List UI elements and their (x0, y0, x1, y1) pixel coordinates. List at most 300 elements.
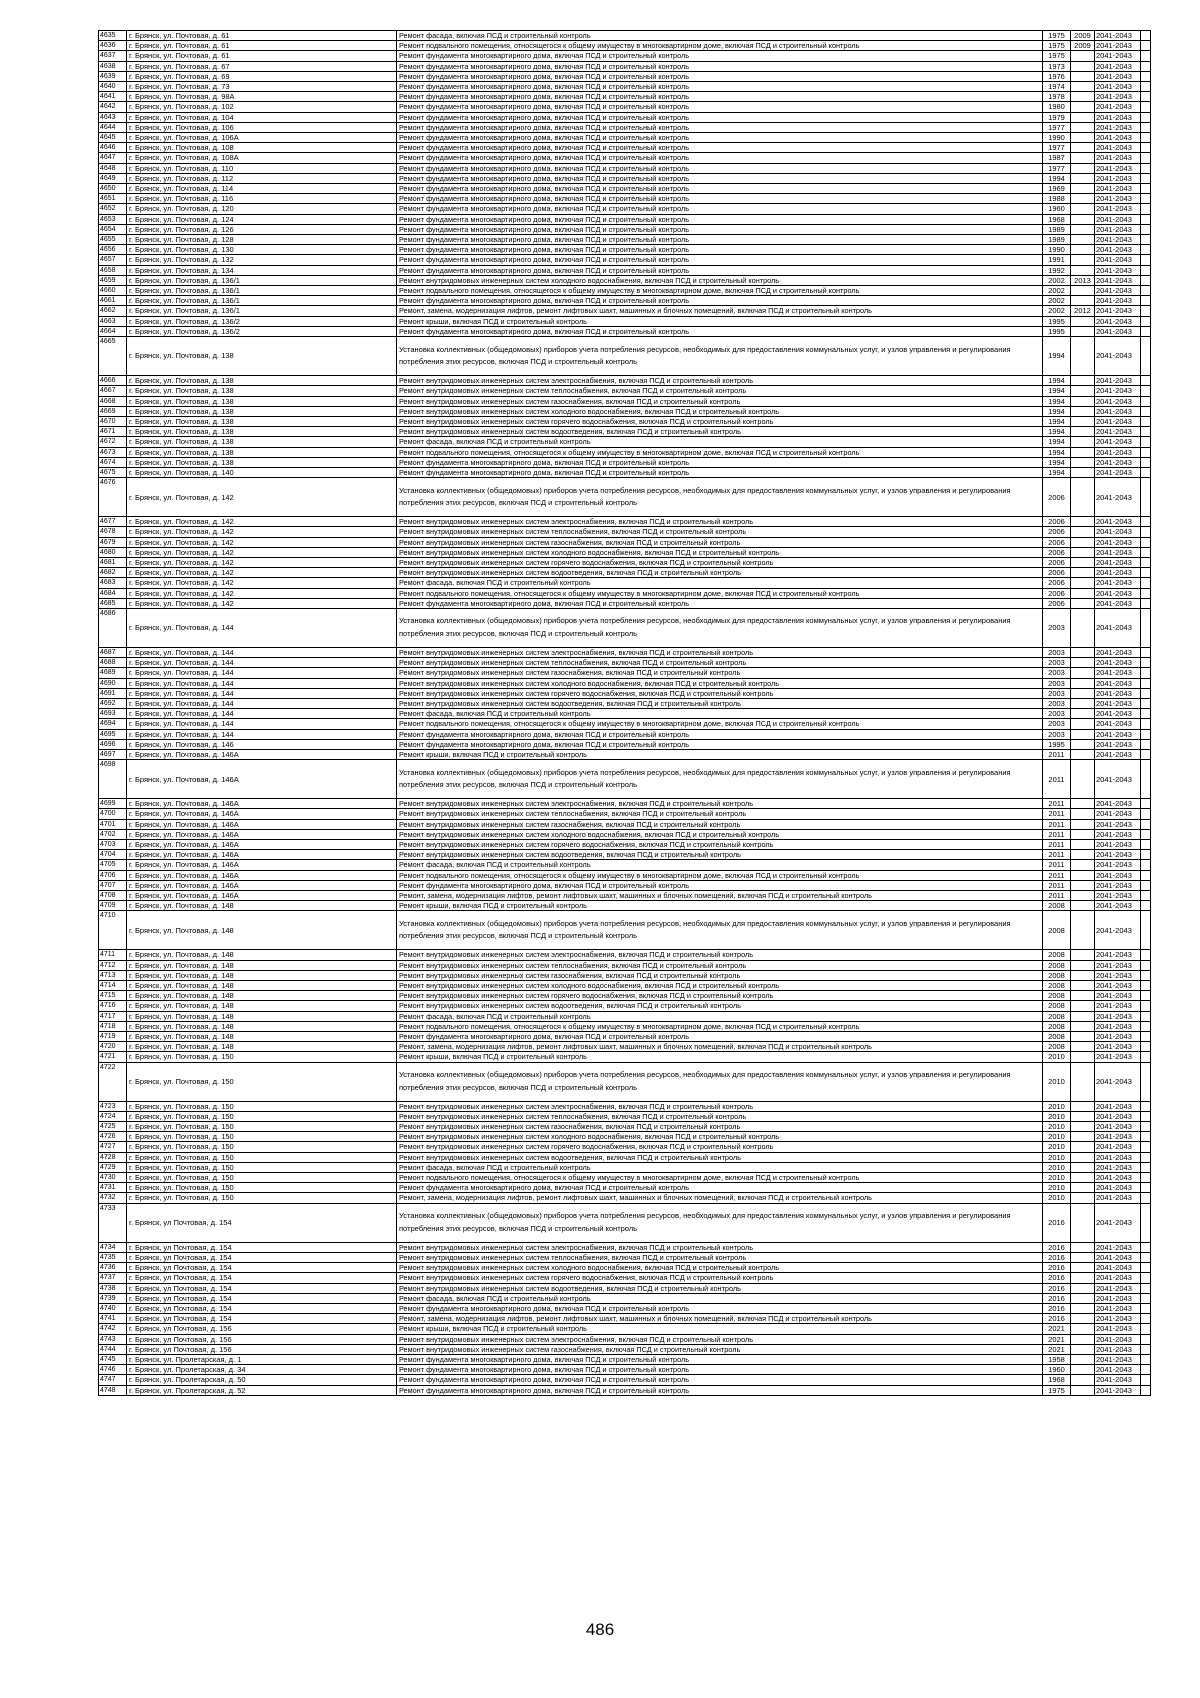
row-work-type: Ремонт фундамента многоквартирного дома, включая ПСД и строительный контроль (397, 82, 1043, 92)
row-extra-cell (1141, 61, 1151, 71)
row-planned-period: 2041-2043 (1095, 911, 1141, 950)
row-planned-period: 2041-2043 (1095, 1183, 1141, 1193)
row-last-repair-year (1071, 799, 1095, 809)
row-last-repair-year (1071, 1142, 1095, 1152)
row-extra-cell (1141, 1263, 1151, 1273)
row-work-type: Ремонт внутридомовых инженерных систем холодного водоснабжения, включая ПСД и строительный контроль (397, 678, 1043, 688)
row-last-repair-year (1071, 457, 1095, 467)
row-work-type: Ремонт крыши, включая ПСД и строительный контроль (397, 749, 1043, 759)
row-extra-cell (1141, 1354, 1151, 1364)
row-number: 4703 (99, 840, 127, 850)
row-work-type: Ремонт, замена, модернизация лифтов, ремонт лифтовых шахт, машинных и блочных помещений, включая ПСД и строительный контроль (397, 891, 1043, 901)
row-work-type: Ремонт фундамента многоквартирного дома, включая ПСД и строительный контроль (397, 255, 1043, 265)
row-extra-cell (1141, 557, 1151, 567)
row-address: г. Брянск, ул Почтовая, д. 154 (127, 1314, 397, 1324)
row-planned-period: 2041-2043 (1095, 739, 1141, 749)
row-last-repair-year (1071, 133, 1095, 143)
row-address: г. Брянск, ул Почтовая, д. 156 (127, 1344, 397, 1354)
row-number: 4684 (99, 588, 127, 598)
row-build-year: 1976 (1043, 71, 1071, 81)
row-address: г. Брянск, ул. Почтовая, д. 126 (127, 224, 397, 234)
row-number: 4658 (99, 265, 127, 275)
row-build-year: 2011 (1043, 829, 1071, 839)
row-planned-period: 2041-2043 (1095, 41, 1141, 51)
row-number: 4736 (99, 1263, 127, 1273)
row-last-repair-year: 2013 (1071, 275, 1095, 285)
row-planned-period: 2041-2043 (1095, 557, 1141, 567)
row-work-type: Ремонт внутридомовых инженерных систем газоснабжения, включая ПСД и строительный контроль (397, 396, 1043, 406)
row-extra-cell (1141, 133, 1151, 143)
row-address: г. Брянск, ул. Почтовая, д. 136/1 (127, 275, 397, 285)
row-build-year: 1994 (1043, 447, 1071, 457)
row-number: 4720 (99, 1042, 127, 1052)
row-work-type: Ремонт внутридомовых инженерных систем газоснабжения, включая ПСД и строительный контроль (397, 970, 1043, 980)
row-build-year: 2016 (1043, 1242, 1071, 1252)
row-last-repair-year (1071, 224, 1095, 234)
row-planned-period: 2041-2043 (1095, 194, 1141, 204)
table-row (99, 427, 1151, 437)
row-build-year: 2003 (1043, 698, 1071, 708)
row-last-repair-year (1071, 92, 1095, 102)
table-row (99, 527, 1151, 537)
row-last-repair-year (1071, 729, 1095, 739)
row-build-year: 2008 (1043, 911, 1071, 950)
row-last-repair-year (1071, 1344, 1095, 1354)
row-last-repair-year (1071, 950, 1095, 960)
row-last-repair-year (1071, 286, 1095, 296)
row-address: г. Брянск, ул. Почтовая, д. 130 (127, 245, 397, 255)
row-address: г. Брянск, ул. Почтовая, д. 136/1 (127, 296, 397, 306)
row-number: 4719 (99, 1032, 127, 1042)
row-extra-cell (1141, 1344, 1151, 1354)
row-extra-cell (1141, 316, 1151, 326)
row-planned-period: 2041-2043 (1095, 112, 1141, 122)
row-planned-period: 2041-2043 (1095, 729, 1141, 739)
row-build-year: 2010 (1043, 1193, 1071, 1203)
table-row (99, 688, 1151, 698)
row-number: 4655 (99, 235, 127, 245)
row-last-repair-year (1071, 194, 1095, 204)
row-last-repair-year (1071, 1324, 1095, 1334)
row-number: 4676 (99, 478, 127, 517)
row-number: 4733 (99, 1203, 127, 1242)
row-address: г. Брянск, ул. Почтовая, д. 146А (127, 809, 397, 819)
row-last-repair-year (1071, 143, 1095, 153)
row-extra-cell (1141, 416, 1151, 426)
table-row (99, 608, 1151, 647)
row-planned-period: 2041-2043 (1095, 1122, 1141, 1132)
row-last-repair-year (1071, 901, 1095, 911)
row-planned-period: 2041-2043 (1095, 749, 1141, 759)
row-build-year: 1994 (1043, 337, 1071, 376)
row-last-repair-year (1071, 870, 1095, 880)
row-work-type: Ремонт крыши, включая ПСД и строительный контроль (397, 316, 1043, 326)
row-extra-cell (1141, 809, 1151, 819)
row-planned-period: 2041-2043 (1095, 447, 1141, 457)
row-build-year: 1994 (1043, 173, 1071, 183)
row-number: 4653 (99, 214, 127, 224)
row-extra-cell (1141, 1173, 1151, 1183)
row-number: 4667 (99, 386, 127, 396)
row-build-year: 2016 (1043, 1273, 1071, 1283)
row-address: г. Брянск, ул. Почтовая, д. 144 (127, 698, 397, 708)
row-build-year: 1960 (1043, 1365, 1071, 1375)
row-extra-cell (1141, 960, 1151, 970)
table-row (99, 970, 1151, 980)
row-number: 4696 (99, 739, 127, 749)
row-build-year: 2002 (1043, 296, 1071, 306)
table-row (99, 678, 1151, 688)
row-address: г. Брянск, ул Почтовая, д. 156 (127, 1324, 397, 1334)
table-row (99, 760, 1151, 799)
row-build-year: 1995 (1043, 316, 1071, 326)
row-number: 4711 (99, 950, 127, 960)
row-address: г. Брянск, ул. Почтовая, д. 98А (127, 92, 397, 102)
row-planned-period: 2041-2043 (1095, 122, 1141, 132)
table-row (99, 709, 1151, 719)
row-address: г. Брянск, ул Почтовая, д. 154 (127, 1293, 397, 1303)
row-extra-cell (1141, 163, 1151, 173)
row-last-repair-year (1071, 568, 1095, 578)
row-extra-cell (1141, 1293, 1151, 1303)
row-extra-cell (1141, 1101, 1151, 1111)
row-last-repair-year (1071, 1365, 1095, 1375)
row-last-repair-year (1071, 102, 1095, 112)
row-work-type: Ремонт фундамента многоквартирного дома, включая ПСД и строительный контроль (397, 296, 1043, 306)
row-planned-period: 2041-2043 (1095, 1242, 1141, 1252)
row-work-type: Ремонт фундамента многоквартирного дома, включая ПСД и строительный контроль (397, 153, 1043, 163)
row-build-year: 2003 (1043, 709, 1071, 719)
row-work-type: Ремонт фундамента многоквартирного дома, включая ПСД и строительный контроль (397, 51, 1043, 61)
row-build-year: 1994 (1043, 427, 1071, 437)
row-extra-cell (1141, 1011, 1151, 1021)
table-row (99, 396, 1151, 406)
row-work-type: Ремонт внутридомовых инженерных систем электроснабжения, включая ПСД и строительный контроль (397, 1242, 1043, 1252)
row-last-repair-year (1071, 527, 1095, 537)
row-work-type: Ремонт внутридомовых инженерных систем горячего водоснабжения, включая ПСД и строительный контроль (397, 416, 1043, 426)
table-row (99, 1183, 1151, 1193)
row-build-year: 2003 (1043, 719, 1071, 729)
row-number: 4677 (99, 517, 127, 527)
row-extra-cell (1141, 1021, 1151, 1031)
row-planned-period: 2041-2043 (1095, 688, 1141, 698)
row-planned-period: 2041-2043 (1095, 678, 1141, 688)
row-planned-period: 2041-2043 (1095, 437, 1141, 447)
row-last-repair-year (1071, 245, 1095, 255)
table-row (99, 1293, 1151, 1303)
table-row (99, 133, 1151, 143)
row-address: г. Брянск, ул. Почтовая, д. 138 (127, 396, 397, 406)
row-number: 4639 (99, 71, 127, 81)
row-extra-cell (1141, 891, 1151, 901)
table-row (99, 235, 1151, 245)
row-planned-period: 2041-2043 (1095, 647, 1141, 657)
row-planned-period: 2041-2043 (1095, 668, 1141, 678)
row-number: 4649 (99, 173, 127, 183)
row-planned-period: 2041-2043 (1095, 537, 1141, 547)
row-work-type: Установка коллективных (общедомовых) приборов учета потребления ресурсов, необходимых для предоставления коммунальных услуг, и узлов управления и регулирования потребления этих ресурсов, включая ПСД и строительный контроль (397, 608, 1043, 647)
table-row (99, 1142, 1151, 1152)
table-row (99, 880, 1151, 890)
row-last-repair-year (1071, 658, 1095, 668)
row-address: г. Брянск, ул. Почтовая, д. 146А (127, 749, 397, 759)
table-row (99, 517, 1151, 527)
row-address: г. Брянск, ул. Почтовая, д. 150 (127, 1162, 397, 1172)
row-extra-cell (1141, 880, 1151, 890)
table-row (99, 647, 1151, 657)
row-build-year: 1980 (1043, 102, 1071, 112)
row-extra-cell (1141, 901, 1151, 911)
row-work-type: Ремонт внутридомовых инженерных систем горячего водоснабжения, включая ПСД и строительный контроль (397, 1142, 1043, 1152)
row-number: 4660 (99, 286, 127, 296)
row-address: г. Брянск, ул. Почтовая, д. 144 (127, 678, 397, 688)
row-extra-cell (1141, 608, 1151, 647)
row-last-repair-year (1071, 880, 1095, 890)
row-address: г. Брянск, ул. Почтовая, д. 138 (127, 447, 397, 457)
row-extra-cell (1141, 1242, 1151, 1252)
row-number: 4716 (99, 1001, 127, 1011)
row-work-type: Установка коллективных (общедомовых) приборов учета потребления ресурсов, необходимых для предоставления коммунальных услуг, и узлов управления и регулирования потребления этих ресурсов, включая ПСД и строительный контроль (397, 911, 1043, 950)
row-number: 4699 (99, 799, 127, 809)
row-address: г. Брянск, ул. Почтовая, д. 146А (127, 870, 397, 880)
row-build-year: 2021 (1043, 1324, 1071, 1334)
row-last-repair-year (1071, 1273, 1095, 1283)
table-row (99, 850, 1151, 860)
row-address: г. Брянск, ул. Почтовая, д. 67 (127, 61, 397, 71)
row-build-year: 2002 (1043, 306, 1071, 316)
row-work-type: Ремонт фундамента многоквартирного дома, включая ПСД и строительный контроль (397, 245, 1043, 255)
row-planned-period: 2041-2043 (1095, 568, 1141, 578)
row-build-year: 1987 (1043, 153, 1071, 163)
row-extra-cell (1141, 588, 1151, 598)
row-address: г. Брянск, ул. Почтовая, д. 146 (127, 739, 397, 749)
row-planned-period: 2041-2043 (1095, 1062, 1141, 1101)
table-row (99, 1021, 1151, 1031)
row-build-year: 2006 (1043, 537, 1071, 547)
row-extra-cell (1141, 286, 1151, 296)
row-address: г. Брянск, ул. Почтовая, д. 146А (127, 891, 397, 901)
row-extra-cell (1141, 1122, 1151, 1132)
row-last-repair-year (1071, 647, 1095, 657)
row-build-year: 2011 (1043, 749, 1071, 759)
row-build-year: 2011 (1043, 799, 1071, 809)
row-number: 4744 (99, 1344, 127, 1354)
row-planned-period: 2041-2043 (1095, 184, 1141, 194)
row-number: 4739 (99, 1293, 127, 1303)
row-extra-cell (1141, 698, 1151, 708)
row-work-type: Ремонт внутридомовых инженерных систем горячего водоснабжения, включая ПСД и строительный контроль (397, 557, 1043, 567)
row-extra-cell (1141, 467, 1151, 477)
row-last-repair-year (1071, 204, 1095, 214)
table-row (99, 1052, 1151, 1062)
row-address: г. Брянск, ул. Почтовая, д. 142 (127, 557, 397, 567)
row-last-repair-year (1071, 396, 1095, 406)
row-address: г. Брянск, ул. Почтовая, д. 142 (127, 547, 397, 557)
row-last-repair-year (1071, 1122, 1095, 1132)
row-extra-cell (1141, 92, 1151, 102)
row-planned-period: 2041-2043 (1095, 809, 1141, 819)
row-number: 4726 (99, 1132, 127, 1142)
row-work-type: Ремонт фасада, включая ПСД и строительный контроль (397, 860, 1043, 870)
row-address: г. Брянск, ул. Почтовая, д. 102 (127, 102, 397, 112)
row-address: г. Брянск, ул. Почтовая, д. 142 (127, 568, 397, 578)
row-last-repair-year (1071, 1252, 1095, 1262)
row-extra-cell (1141, 829, 1151, 839)
row-number: 4713 (99, 970, 127, 980)
row-last-repair-year (1071, 668, 1095, 678)
row-build-year: 2011 (1043, 891, 1071, 901)
row-number: 4732 (99, 1193, 127, 1203)
row-extra-cell (1141, 478, 1151, 517)
row-planned-period: 2041-2043 (1095, 478, 1141, 517)
row-last-repair-year (1071, 698, 1095, 708)
row-address: г. Брянск, ул. Почтовая, д. 136/2 (127, 326, 397, 336)
row-extra-cell (1141, 568, 1151, 578)
row-planned-period: 2041-2043 (1095, 1052, 1141, 1062)
row-number: 4689 (99, 668, 127, 678)
row-build-year: 2011 (1043, 819, 1071, 829)
row-address: г. Брянск, ул. Почтовая, д. 134 (127, 265, 397, 275)
row-extra-cell (1141, 819, 1151, 829)
row-build-year: 1977 (1043, 143, 1071, 153)
row-work-type: Ремонт фундамента многоквартирного дома, включая ПСД и строительный контроль (397, 61, 1043, 71)
row-work-type: Ремонт фундамента многоквартирного дома, включая ПСД и строительный контроль (397, 1183, 1043, 1193)
row-extra-cell (1141, 265, 1151, 275)
row-address: г. Брянск, ул. Почтовая, д. 144 (127, 668, 397, 678)
row-extra-cell (1141, 457, 1151, 467)
row-planned-period: 2041-2043 (1095, 92, 1141, 102)
row-last-repair-year (1071, 153, 1095, 163)
row-build-year: 2008 (1043, 1001, 1071, 1011)
row-last-repair-year (1071, 265, 1095, 275)
table-row (99, 1344, 1151, 1354)
row-build-year: 2016 (1043, 1252, 1071, 1262)
row-work-type: Ремонт внутридомовых инженерных систем водоотведения, включая ПСД и строительный контроль (397, 1001, 1043, 1011)
row-extra-cell (1141, 527, 1151, 537)
row-build-year: 1975 (1043, 51, 1071, 61)
row-number: 4717 (99, 1011, 127, 1021)
row-build-year: 1991 (1043, 255, 1071, 265)
table-row (99, 337, 1151, 376)
table-row (99, 1334, 1151, 1344)
row-work-type: Ремонт фасада, включая ПСД и строительный контроль (397, 1162, 1043, 1172)
row-extra-cell (1141, 658, 1151, 668)
table-row (99, 598, 1151, 608)
row-last-repair-year (1071, 1062, 1095, 1101)
row-planned-period: 2041-2043 (1095, 204, 1141, 214)
row-work-type: Установка коллективных (общедомовых) приборов учета потребления ресурсов, необходимых для предоставления коммунальных услуг, и узлов управления и регулирования потребления этих ресурсов, включая ПСД и строительный контроль (397, 478, 1043, 517)
table-row (99, 1132, 1151, 1142)
row-work-type: Ремонт фундамента многоквартирного дома, включая ПСД и строительный контроль (397, 143, 1043, 153)
row-last-repair-year (1071, 184, 1095, 194)
row-address: г. Брянск, ул. Почтовая, д. 150 (127, 1152, 397, 1162)
row-number: 4746 (99, 1365, 127, 1375)
row-extra-cell (1141, 326, 1151, 336)
row-number: 4748 (99, 1385, 127, 1395)
row-number: 4725 (99, 1122, 127, 1132)
row-number: 4635 (99, 31, 127, 41)
table-row (99, 891, 1151, 901)
table-row (99, 1042, 1151, 1052)
row-planned-period: 2041-2043 (1095, 1344, 1141, 1354)
table-row (99, 41, 1151, 51)
row-planned-period: 2041-2043 (1095, 1032, 1141, 1042)
row-work-type: Ремонт внутридомовых инженерных систем холодного водоснабжения, включая ПСД и строительный контроль (397, 406, 1043, 416)
row-planned-period: 2041-2043 (1095, 1193, 1141, 1203)
row-number: 4665 (99, 337, 127, 376)
row-extra-cell (1141, 1283, 1151, 1293)
row-extra-cell (1141, 153, 1151, 163)
row-address: г. Брянск, ул. Почтовая, д. 106 (127, 122, 397, 132)
row-build-year: 2008 (1043, 981, 1071, 991)
row-planned-period: 2041-2043 (1095, 1354, 1141, 1364)
row-work-type: Ремонт фасада, включая ПСД и строительный контроль (397, 31, 1043, 41)
row-last-repair-year (1071, 1283, 1095, 1293)
row-build-year: 1978 (1043, 92, 1071, 102)
table-row (99, 557, 1151, 567)
row-extra-cell (1141, 406, 1151, 416)
row-number: 4662 (99, 306, 127, 316)
row-extra-cell (1141, 306, 1151, 316)
row-work-type: Ремонт фундамента многоквартирного дома, включая ПСД и строительный контроль (397, 163, 1043, 173)
row-last-repair-year (1071, 1001, 1095, 1011)
row-last-repair-year (1071, 214, 1095, 224)
row-build-year: 2011 (1043, 840, 1071, 850)
table-row (99, 1193, 1151, 1203)
row-number: 4706 (99, 870, 127, 880)
row-last-repair-year (1071, 608, 1095, 647)
row-planned-period: 2041-2043 (1095, 1111, 1141, 1121)
row-address: г. Брянск, ул. Почтовая, д. 140 (127, 467, 397, 477)
row-number: 4693 (99, 709, 127, 719)
row-last-repair-year (1071, 809, 1095, 819)
row-address: г. Брянск, ул Почтовая, д. 154 (127, 1203, 397, 1242)
row-number: 4671 (99, 427, 127, 437)
table-row (99, 1122, 1151, 1132)
table-row (99, 102, 1151, 112)
row-last-repair-year (1071, 82, 1095, 92)
row-work-type: Ремонт внутридомовых инженерных систем водоотведения, включая ПСД и строительный контроль (397, 427, 1043, 437)
row-planned-period: 2041-2043 (1095, 31, 1141, 41)
row-planned-period: 2041-2043 (1095, 1385, 1141, 1395)
row-number: 4641 (99, 92, 127, 102)
row-number: 4681 (99, 557, 127, 567)
row-planned-period: 2041-2043 (1095, 102, 1141, 112)
row-number: 4718 (99, 1021, 127, 1031)
row-build-year: 1995 (1043, 739, 1071, 749)
row-address: г. Брянск, ул. Почтовая, д. 146А (127, 819, 397, 829)
row-address: г. Брянск, ул. Почтовая, д. 148 (127, 950, 397, 960)
row-number: 4644 (99, 122, 127, 132)
row-build-year: 1994 (1043, 406, 1071, 416)
row-planned-period: 2041-2043 (1095, 173, 1141, 183)
row-extra-cell (1141, 255, 1151, 265)
table-row (99, 729, 1151, 739)
row-work-type: Ремонт внутридомовых инженерных систем теплоснабжения, включая ПСД и строительный контроль (397, 1252, 1043, 1262)
table-row (99, 829, 1151, 839)
row-planned-period: 2041-2043 (1095, 1293, 1141, 1303)
row-address: г. Брянск, ул. Пролетарская, д. 50 (127, 1375, 397, 1385)
row-address: г. Брянск, ул. Почтовая, д. 61 (127, 51, 397, 61)
row-extra-cell (1141, 71, 1151, 81)
row-planned-period: 2041-2043 (1095, 991, 1141, 1001)
row-number: 4669 (99, 406, 127, 416)
row-address: г. Брянск, ул. Почтовая, д. 150 (127, 1183, 397, 1193)
row-number: 4743 (99, 1334, 127, 1344)
row-build-year: 2006 (1043, 547, 1071, 557)
row-work-type: Ремонт внутридомовых инженерных систем теплоснабжения, включая ПСД и строительный контроль (397, 1111, 1043, 1121)
row-work-type: Ремонт внутридомовых инженерных систем электроснабжения, включая ПСД и строительный контроль (397, 376, 1043, 386)
